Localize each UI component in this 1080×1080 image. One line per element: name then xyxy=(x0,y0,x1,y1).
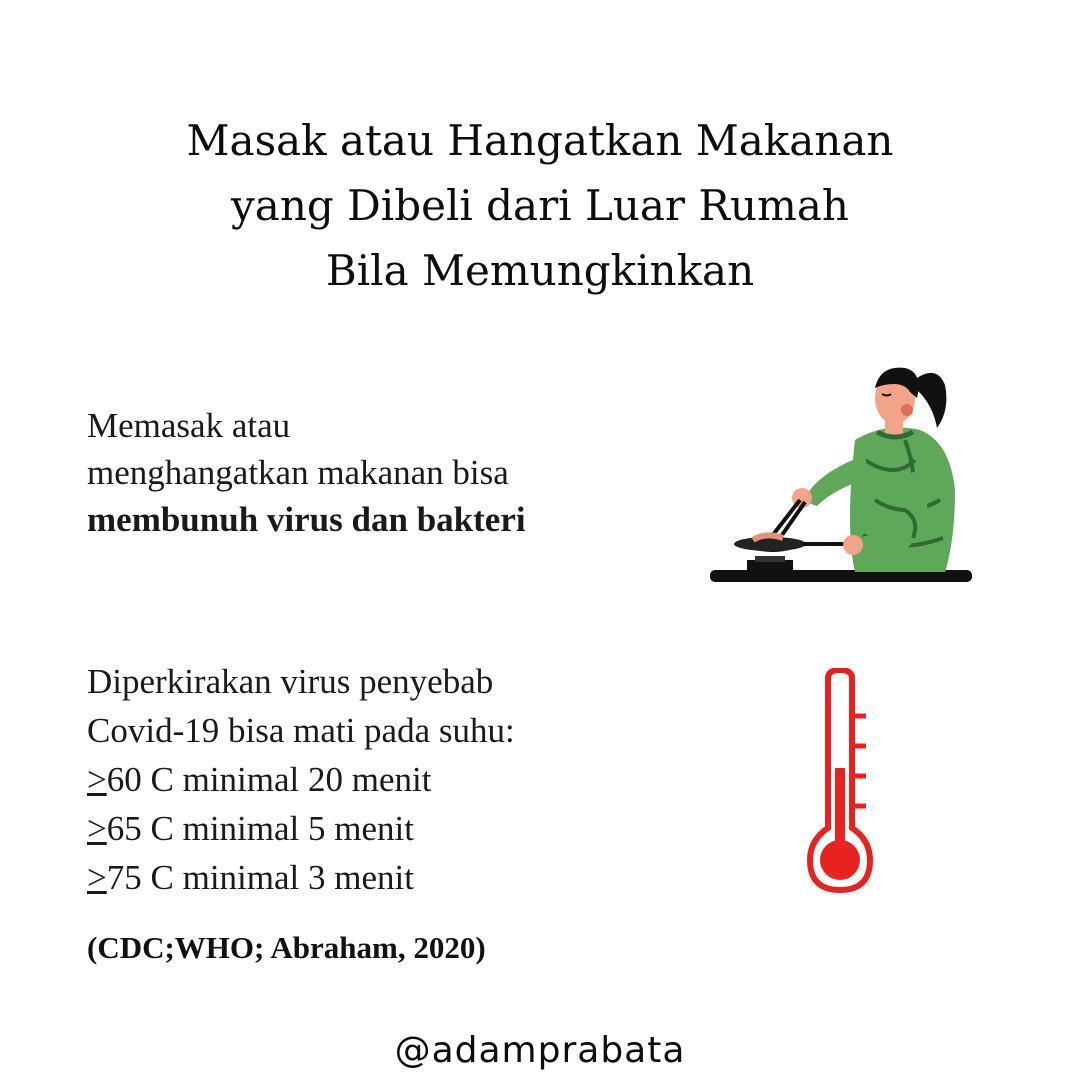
source-citation: (CDC;WHO; Abraham, 2020) xyxy=(87,930,486,965)
temperature-condition-2 xyxy=(87,804,647,853)
cooking-info-line-3: membunuh virus dan bakteri xyxy=(87,500,526,539)
temperature-condition-1 xyxy=(87,755,647,804)
temperature-info-line-2: Covid-19 bisa mati pada suhu: xyxy=(87,711,515,750)
author-handle: @adamprabata xyxy=(394,1030,686,1071)
greater-equal-symbol: > xyxy=(87,760,107,799)
cooking-info-text xyxy=(87,402,647,543)
page-title xyxy=(0,108,1080,303)
title-line-2: yang Dibeli dari Luar Rumah xyxy=(231,181,849,230)
condition-text: 65 C minimal 5 menit xyxy=(106,809,414,848)
temperature-condition-3 xyxy=(87,853,647,902)
title-line-1: Masak atau Hangatkan Makanan xyxy=(186,116,894,165)
cooking-info-line-1: Memasak atau xyxy=(87,406,291,445)
woman-cooking-illustration xyxy=(705,360,980,590)
thermometer-icon xyxy=(800,668,880,896)
greater-equal-symbol: > xyxy=(87,858,107,897)
temperature-info-text xyxy=(87,657,647,902)
greater-equal-symbol: > xyxy=(87,809,107,848)
title-line-3: Bila Memungkinkan xyxy=(325,246,755,295)
condition-text: 75 C minimal 3 menit xyxy=(106,858,414,897)
cooking-info-line-2: menghangatkan makanan bisa xyxy=(87,453,509,492)
condition-text: 60 C minimal 20 menit xyxy=(106,760,432,799)
temperature-info-line-1: Diperkirakan virus penyebab xyxy=(87,662,494,701)
